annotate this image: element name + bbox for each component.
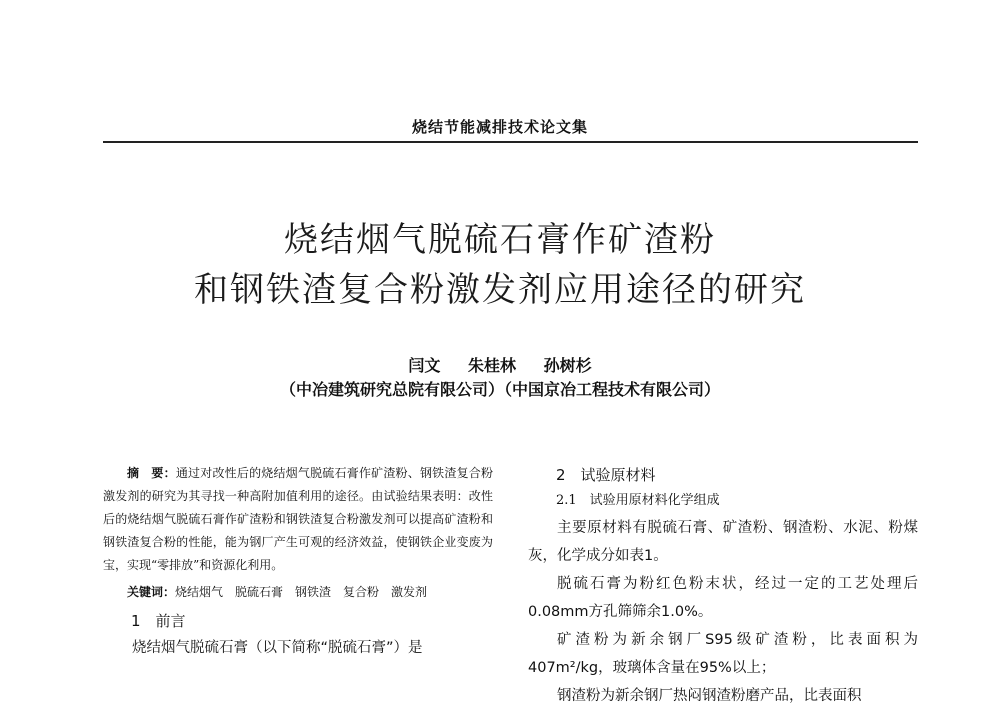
affiliations: （中冶建筑研究总院有限公司）（中国京冶工程技术有限公司） [279, 380, 720, 399]
abstract-text: 通过对改性后的烧结烟气脱硫石膏作矿渣粉、钢铁渣复合粉激发剂的研究为其寻找一种高附加值利用的途径。由试验结果表明：改性后的烧结烟气脱硫石膏作矿渣粉和钢铁渣复合粉激发剂可以提高矿渣粉和钢铁渣复合粉的性能，能为钢厂产生可观的经济效益，使钢铁企业变废为宝，实现“零排放”和资源化利用。 [103, 466, 493, 572]
abstract [103, 462, 493, 577]
right-column [528, 462, 918, 710]
section1-paragraph: 烧结烟气脱硫石膏（以下简称“脱硫石膏”）是 [132, 640, 423, 656]
header-rule [103, 141, 918, 143]
section2-paragraph-4: 钢渣粉为新余钢厂热闷钢渣粉磨产品，比表面积 [557, 688, 862, 704]
section2-paragraph-3: 矿渣粉为新余钢厂S95级矿渣粉，比表面积为407m²/kg，玻璃体含量在95%以上； [528, 632, 918, 676]
section2-paragraph-1: 主要原材料有脱硫石膏、矿渣粉、钢渣粉、水泥、粉煤灰，化学成分如表1。 [528, 520, 918, 564]
keywords-label: 关键词： [127, 585, 176, 599]
abstract-label: 摘 要： [127, 466, 176, 480]
running-header: 烧结节能减排技术论文集 [411, 118, 588, 136]
keywords-text: 烧结烟气 脱硫石膏 钢铁渣 复合粉 激发剂 [175, 585, 428, 599]
left-column [103, 462, 493, 662]
keywords [103, 581, 493, 604]
paper-title-line1: 烧结烟气脱硫石膏作矿渣粉 [284, 220, 716, 260]
paper-title-line2: 和钢铁渣复合粉激发剂应用途径的研究 [194, 270, 806, 310]
section2-paragraph-2: 脱硫石膏为粉红色粉末状，经过一定的工艺处理后0.08mm方孔筛筛余1.0%。 [528, 576, 918, 620]
section1-heading: 1 前言 [131, 612, 186, 630]
section2-1-subheading: 2.1 试验用原材料化学组成 [556, 493, 720, 508]
authors: 闫文 朱桂林 孙树杉 [408, 356, 592, 375]
section2-heading: 2 试验原材料 [556, 466, 656, 484]
